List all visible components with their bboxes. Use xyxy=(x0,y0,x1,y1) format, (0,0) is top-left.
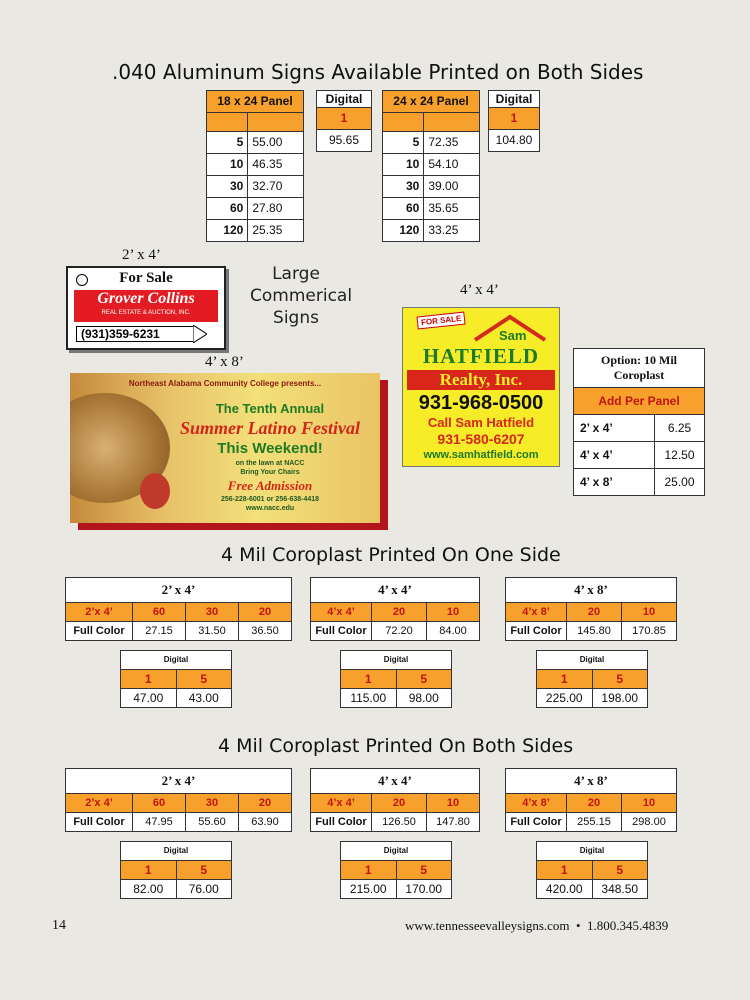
color-cell: Full Color xyxy=(66,622,133,640)
price-cell: 76.00 xyxy=(188,882,219,896)
qty-cell: 20 xyxy=(372,603,427,621)
option-title-line: Option: 10 Mil xyxy=(600,353,677,367)
digital-label: Digital xyxy=(317,91,372,108)
digital-b-table xyxy=(488,90,540,152)
price-row xyxy=(311,812,479,831)
color-cell: Full Color xyxy=(311,622,372,640)
qty-row xyxy=(506,603,676,621)
sign-text: (931)359-6231 xyxy=(81,327,160,341)
arrow-icon xyxy=(193,325,207,343)
size-cell: 4’ x 4’ xyxy=(574,442,655,468)
price-cell: 32.70 xyxy=(248,176,304,198)
price-cell: 55.60 xyxy=(186,813,239,831)
qty-cell: 60 xyxy=(207,198,248,220)
sign-text: HATFIELD xyxy=(422,344,540,368)
sign-text: The Tenth Annual xyxy=(215,401,325,416)
sign-text: Free Admission xyxy=(227,478,313,493)
option-10mil-table xyxy=(573,348,705,496)
qty-cell: 10 xyxy=(642,797,656,809)
qty-cell: 1 xyxy=(341,670,397,688)
price-cell: 46.35 xyxy=(248,154,304,176)
price-cell: 126.50 xyxy=(372,813,427,831)
price-cell: 55.00 xyxy=(248,132,304,154)
sign-text: 256-228-6001 or 256-638-4418 xyxy=(220,496,320,503)
price-cell: 255.15 xyxy=(567,813,622,831)
sign-text: Sam xyxy=(499,328,527,343)
both-sides-4x4-digital xyxy=(340,841,452,899)
qty-cell: 20 xyxy=(567,603,622,621)
qty-cell: 1 xyxy=(121,670,177,688)
price-row xyxy=(341,688,451,707)
price-cell: 47.00 xyxy=(121,689,177,707)
both-sides-4x8-table xyxy=(505,768,677,832)
digital-label: Digital xyxy=(341,651,451,670)
digital-label: Digital xyxy=(121,651,231,670)
qty-cell: 60 xyxy=(133,794,186,812)
size-label: 4’ x 8’ xyxy=(205,354,244,370)
heading-line: Signs xyxy=(273,308,319,328)
qty-row xyxy=(121,670,231,688)
qty-cell: 10 xyxy=(383,154,424,176)
table-title: 2’ x 4’ xyxy=(66,769,291,794)
size-cell: 2’x 4’ xyxy=(66,794,133,812)
price-cell: 25.35 xyxy=(248,220,304,242)
large-commercial-heading xyxy=(250,263,353,329)
price-row xyxy=(506,621,676,640)
footer-contact: www.tennesseevalleysigns.com • 1.800.345.4839 xyxy=(405,918,669,933)
qty-cell: 120 xyxy=(207,220,248,242)
price-cell: 115.00 xyxy=(341,689,397,707)
qty-cell: 5 xyxy=(383,132,424,154)
add-per-panel-label: Add Per Panel xyxy=(574,388,704,415)
digital-label: Digital xyxy=(489,91,540,108)
maraca-icon xyxy=(140,473,170,509)
digital-label: Digital xyxy=(121,842,231,861)
price-cell: 170.00 xyxy=(405,882,443,896)
sign-text: FOR SALE xyxy=(416,312,466,330)
sign-text: www.samhatfield.com xyxy=(423,449,539,461)
price-cell: 298.00 xyxy=(632,816,666,828)
price-cell: 27.15 xyxy=(133,622,186,640)
size-cell: 4’x 4’ xyxy=(311,603,372,621)
sign-text: 931-580-6207 xyxy=(437,431,525,447)
size-label: 4’ x 4’ xyxy=(460,282,499,298)
price-cell: 27.80 xyxy=(248,198,304,220)
qty-cell: 60 xyxy=(383,198,424,220)
color-cell: Full Color xyxy=(311,813,372,831)
qty-cell: 5 xyxy=(616,863,624,877)
price-row xyxy=(341,879,451,898)
qty-cell: 10 xyxy=(446,606,460,618)
qty-cell: 5 xyxy=(420,672,428,686)
option-row xyxy=(574,469,704,495)
sign-hatfield xyxy=(402,307,560,467)
one-side-2x4-digital xyxy=(120,650,232,708)
price-cell: 420.00 xyxy=(537,880,593,898)
table-header: 18 x 24 Panel xyxy=(207,91,304,113)
option-row xyxy=(574,442,704,469)
price-cell: 54.10 xyxy=(424,154,480,176)
qty-cell: 30 xyxy=(383,176,424,198)
qty-cell: 1 xyxy=(537,670,593,688)
qty-cell: 10 xyxy=(207,154,248,176)
qty-row xyxy=(311,603,479,621)
page-number: 14 xyxy=(52,918,66,933)
one-side-4x4-digital xyxy=(340,650,452,708)
qty-row xyxy=(341,861,451,879)
price-cell: 39.00 xyxy=(424,176,480,198)
price-cell: 36.50 xyxy=(251,625,279,637)
size-label: 2’ x 4’ xyxy=(122,247,161,263)
one-side-4x8-table xyxy=(505,577,677,641)
qty-cell: 20 xyxy=(258,797,272,809)
price-cell: 43.00 xyxy=(188,691,219,705)
size-cell: 4’x 4’ xyxy=(311,794,372,812)
price-row xyxy=(66,621,291,640)
both-sides-2x4-digital xyxy=(120,841,232,899)
price-row xyxy=(537,879,647,898)
option-title xyxy=(574,349,704,388)
option-row xyxy=(574,415,704,442)
qty-cell: 5 xyxy=(200,863,208,877)
price-cell: 35.65 xyxy=(424,198,480,220)
price-cell: 72.35 xyxy=(424,132,480,154)
digital-label: Digital xyxy=(537,651,647,670)
aluminum-18x24-table xyxy=(206,90,304,242)
qty-cell: 20 xyxy=(258,606,272,618)
both-sides-4x8-digital xyxy=(536,841,648,899)
qty-cell: 1 xyxy=(489,108,540,130)
price-cell: 33.25 xyxy=(424,220,480,242)
price-cell: 63.90 xyxy=(251,816,279,828)
price-cell: 84.00 xyxy=(439,625,467,637)
qty-row xyxy=(121,861,231,879)
sign-text: Northeast Alabama Community College presents... xyxy=(128,379,322,388)
sign-text: 931-968-0500 xyxy=(418,392,544,414)
price-row xyxy=(66,812,291,831)
price-row xyxy=(311,621,479,640)
qty-cell: 30 xyxy=(186,794,239,812)
qty-cell: 1 xyxy=(121,861,177,879)
table-title: 2’ x 4’ xyxy=(66,578,291,603)
qty-row xyxy=(506,794,676,812)
price-cell: 147.80 xyxy=(436,816,470,828)
price-cell: 145.80 xyxy=(567,622,622,640)
table-title: 4’ x 4’ xyxy=(311,769,479,794)
qty-row xyxy=(341,670,451,688)
price-cell: 98.00 xyxy=(408,691,439,705)
digital-label: Digital xyxy=(341,842,451,861)
digital-a-table xyxy=(316,90,372,152)
color-cell: Full Color xyxy=(506,813,567,831)
heading-line: Commerical xyxy=(250,286,353,306)
sign-festival xyxy=(70,373,380,523)
price-cell: 72.20 xyxy=(372,622,427,640)
qty-cell: 120 xyxy=(383,220,424,242)
section-title-both-sides: 4 Mil Coroplast Printed On Both Sides xyxy=(218,735,574,757)
price-cell: 82.00 xyxy=(121,880,177,898)
sign-arrow xyxy=(76,326,193,342)
qty-cell: 20 xyxy=(567,794,622,812)
price-cell: 12.50 xyxy=(664,448,695,462)
sign-red-band xyxy=(74,290,218,322)
size-cell: 4’ x 8’ xyxy=(574,469,655,495)
price-cell: 215.00 xyxy=(341,880,397,898)
one-side-2x4-table xyxy=(65,577,292,641)
qty-row xyxy=(537,861,647,879)
qty-cell: 5 xyxy=(616,672,624,686)
price-cell: 348.50 xyxy=(601,882,639,896)
one-side-4x8-digital xyxy=(536,650,648,708)
price-cell: 6.25 xyxy=(667,421,692,435)
qty-row xyxy=(66,603,291,621)
color-cell: Full Color xyxy=(66,813,133,831)
size-cell: 2’x 4’ xyxy=(66,603,133,621)
qty-cell: 20 xyxy=(372,794,427,812)
qty-row xyxy=(66,794,291,812)
price-cell: 198.00 xyxy=(601,691,639,705)
qty-cell: 5 xyxy=(207,132,248,154)
sign-text: This Weekend! xyxy=(217,440,323,457)
price-row xyxy=(121,879,231,898)
sign-text: Grover Collins xyxy=(97,290,195,307)
one-side-4x4-table xyxy=(310,577,480,641)
qty-cell: 10 xyxy=(642,606,656,618)
qty-cell: 30 xyxy=(207,176,248,198)
size-cell: 4’x 8’ xyxy=(506,603,567,621)
qty-cell: 1 xyxy=(341,861,397,879)
price-row xyxy=(121,688,231,707)
color-cell: Full Color xyxy=(506,622,567,640)
price-cell: 170.85 xyxy=(632,625,666,637)
price-cell: 47.95 xyxy=(133,813,186,831)
table-title: 4’ x 8’ xyxy=(506,769,676,794)
sign-text: REAL ESTATE & AUCTION, INC. xyxy=(101,310,191,316)
sign-grover-collins xyxy=(66,266,226,350)
qty-cell: 30 xyxy=(186,603,239,621)
size-cell: 4’x 8’ xyxy=(506,794,567,812)
price-row xyxy=(506,812,676,831)
price-cell: 25.00 xyxy=(664,475,695,489)
qty-cell: 5 xyxy=(200,672,208,686)
price-cell: 104.80 xyxy=(489,130,540,152)
sign-text: www.nacc.edu xyxy=(245,505,295,512)
sign-text: Bring Your Chairs xyxy=(240,469,300,476)
table-header: 24 x 24 Panel xyxy=(383,91,480,113)
both-sides-4x4-table xyxy=(310,768,480,832)
sign-text: on the lawn at NACC xyxy=(235,460,305,467)
sign-text: Realty, Inc. xyxy=(407,370,555,390)
sign-text: Call Sam Hatfield xyxy=(427,415,535,430)
qty-cell: 10 xyxy=(446,797,460,809)
option-title-line: Coroplast xyxy=(613,368,665,382)
price-row xyxy=(537,688,647,707)
qty-cell: 5 xyxy=(420,863,428,877)
qty-cell: 1 xyxy=(537,861,593,879)
digital-label: Digital xyxy=(537,842,647,861)
both-sides-2x4-table xyxy=(65,768,292,832)
page-title: .040 Aluminum Signs Available Printed on Both Sides xyxy=(112,60,644,84)
aluminum-24x24-table xyxy=(382,90,480,242)
table-title: 4’ x 8’ xyxy=(506,578,676,603)
size-cell: 2’ x 4’ xyxy=(574,415,655,441)
section-title-one-side: 4 Mil Coroplast Printed On One Side xyxy=(221,544,561,566)
price-cell: 225.00 xyxy=(537,689,593,707)
qty-row xyxy=(537,670,647,688)
price-cell: 31.50 xyxy=(186,622,239,640)
sign-text: For Sale xyxy=(119,270,173,286)
price-cell: 95.65 xyxy=(317,130,372,152)
heading-line: Large xyxy=(272,264,320,284)
qty-cell: 60 xyxy=(133,603,186,621)
table-title: 4’ x 4’ xyxy=(311,578,479,603)
sign-text: Summer Latino Festival xyxy=(179,418,361,438)
qty-cell: 1 xyxy=(317,108,372,130)
qty-row xyxy=(311,794,479,812)
